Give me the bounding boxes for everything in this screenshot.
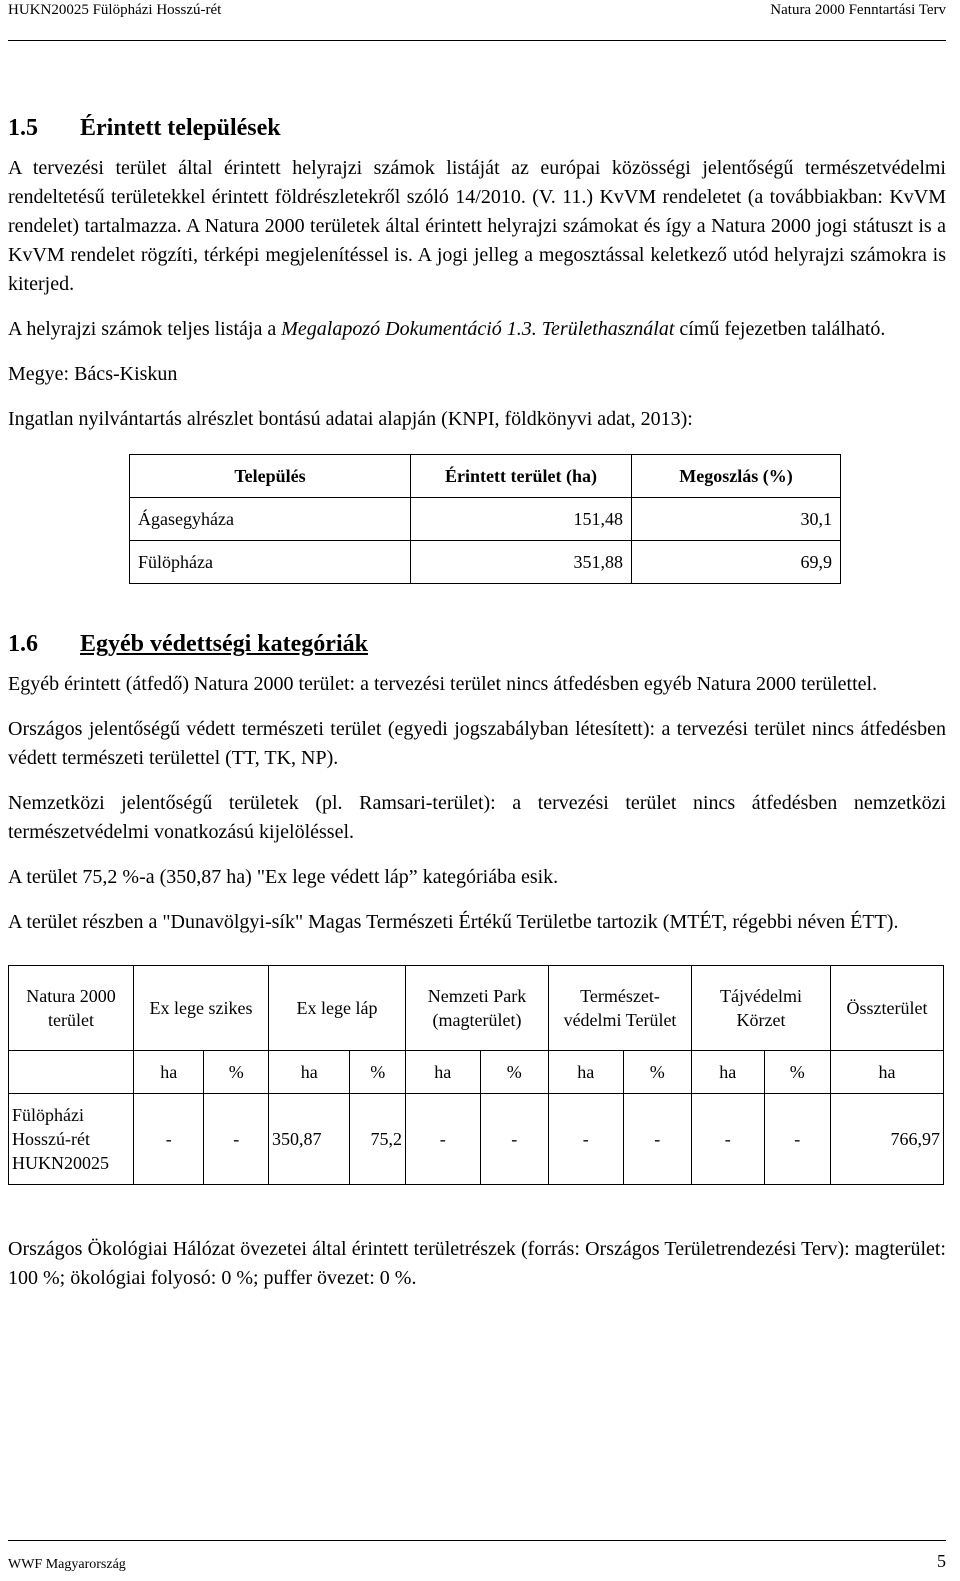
table-cell: 350,87: [269, 1094, 350, 1185]
paragraph: Nemzetközi jelentőségű területek (pl. Ramsari-terület): a tervezési terület nincs átfedésben nemzetközi természetvédelmi vonatkozású kijelöléssel.: [8, 792, 946, 843]
paragraph: Országos Ökológiai Hálózat övezetei által érintett területrészek (forrás: Országos Területrendezési Terv): magterület: 100 %; ökológiai folyosó: 0 %; puffer övezet: 0 %.: [8, 1238, 946, 1289]
column-header: Természet-védelmi Terület: [549, 966, 692, 1051]
table-cell: 69,9: [632, 541, 841, 584]
table-header-row: [9, 966, 944, 1051]
text-run: A helyrajzi számok teljes listája a: [8, 318, 282, 340]
row-label: Fülöpházi Hosszú-rét HUKN20025: [9, 1094, 134, 1185]
text-run: című fejezetben található.: [674, 318, 886, 340]
table-cell: 75,2: [350, 1094, 406, 1185]
table-cell: Fülöpháza: [130, 541, 411, 584]
column-header: Natura 2000 terület: [9, 966, 134, 1051]
table-cell: [9, 1051, 134, 1094]
column-header: Megoszlás (%): [632, 455, 841, 498]
paragraph: Megye: Bács-Kiskun: [8, 363, 178, 385]
paragraph: Ingatlan nyilvántartás alrészlet bontású adatai alapján (KNPI, földkönyvi adat, 2013):: [8, 408, 693, 430]
table-cell: -: [134, 1094, 204, 1185]
table-row: [130, 541, 841, 584]
table-cell: -: [204, 1094, 269, 1185]
column-header: Összterület: [831, 966, 944, 1051]
section-title: Érintett települések: [80, 115, 281, 141]
unit-cell: %: [623, 1051, 691, 1094]
unit-cell: ha: [692, 1051, 765, 1094]
paragraph: A tervezési terület által érintett helyrajzi számok listáját az európai közösségi jelentőségű természetvédelmi rendeltetésű területekkel érintett földrészletekről szóló 14/2010. (V. 11.) KvVM rendeletet (a továbbiakban: KvVM rendelet) tartalmazza. A Natura 2000 területek által érintett helyrajzi számokat és így a Natura 2000 jogi státuszt is a KvVM rendelet rögzíti, térképi megjelenítéssel is. A jogi jelleg a megosztással keletkező utód helyrajzi számokra is kiterjed.: [8, 157, 946, 295]
page-content: [8, 112, 946, 1309]
unit-cell: %: [350, 1051, 406, 1094]
table-row: [130, 498, 841, 541]
section-1-5-heading: [8, 112, 946, 144]
paragraph: [8, 315, 946, 344]
table-header-row: [130, 455, 841, 498]
table-cell: 351,88: [411, 541, 632, 584]
unit-cell: %: [480, 1051, 548, 1094]
column-header: Nemzeti Park (magterület): [406, 966, 549, 1051]
table-cell: -: [549, 1094, 624, 1185]
unit-cell: %: [204, 1051, 269, 1094]
units-row: [9, 1051, 944, 1094]
column-header: Ex lege láp: [269, 966, 406, 1051]
table-cell: Ágasegyháza: [130, 498, 411, 541]
table-row: [9, 1094, 944, 1185]
table-cell: 151,48: [411, 498, 632, 541]
footer-left: WWF Magyarország: [8, 1557, 126, 1572]
table-cell: 766,97: [831, 1094, 944, 1185]
page-header: [8, 0, 946, 41]
page-footer: [8, 1540, 946, 1581]
unit-cell: %: [764, 1051, 830, 1094]
table-cell: -: [692, 1094, 765, 1185]
unit-cell: ha: [549, 1051, 624, 1094]
unit-cell: ha: [831, 1051, 944, 1094]
paragraph: A terület részben a "Dunavölgyi-sík" Magas Természeti Értékű Területbe tartozik (MTÉT, régebbi néven ÉTT).: [8, 911, 899, 933]
column-header: Érintett terület (ha): [411, 455, 632, 498]
section-number: 1.6: [8, 631, 38, 657]
protection-table: [8, 965, 944, 1185]
settlements-table: [129, 454, 841, 584]
table-cell: -: [764, 1094, 830, 1185]
page-number: 5: [937, 1551, 946, 1571]
unit-cell: ha: [406, 1051, 481, 1094]
header-left: HUKN20025 Fülöpházi Hosszú-rét: [8, 2, 222, 18]
column-header: Település: [130, 455, 411, 498]
paragraph: Egyéb érintett (átfedő) Natura 2000 terület: a tervezési terület nincs átfedésben egyéb Natura 2000 területtel.: [8, 673, 878, 695]
header-right: Natura 2000 Fenntartási Terv: [770, 2, 946, 18]
unit-cell: ha: [134, 1051, 204, 1094]
paragraph: A terület 75,2 %-a (350,87 ha) "Ex lege védett láp” kategóriába esik.: [8, 866, 559, 888]
section-number: 1.5: [8, 115, 38, 141]
section-1-6-heading: [8, 628, 946, 660]
column-header: Ex lege szikes: [134, 966, 269, 1051]
section-title: Egyéb védettségi kategóriák: [80, 631, 368, 657]
table-cell: 30,1: [632, 498, 841, 541]
table-cell: -: [623, 1094, 691, 1185]
column-header: Tájvédelmi Körzet: [692, 966, 831, 1051]
paragraph: Országos jelentőségű védett természeti terület (egyedi jogszabályban létesített): a tervezési terület nincs átfedésben védett természeti területtel (TT, TK, NP).: [8, 718, 946, 769]
italic-reference: Megalapozó Dokumentáció 1.3. Területhasználat: [281, 318, 675, 340]
table-cell: -: [480, 1094, 548, 1185]
table-cell: -: [406, 1094, 481, 1185]
unit-cell: ha: [269, 1051, 350, 1094]
